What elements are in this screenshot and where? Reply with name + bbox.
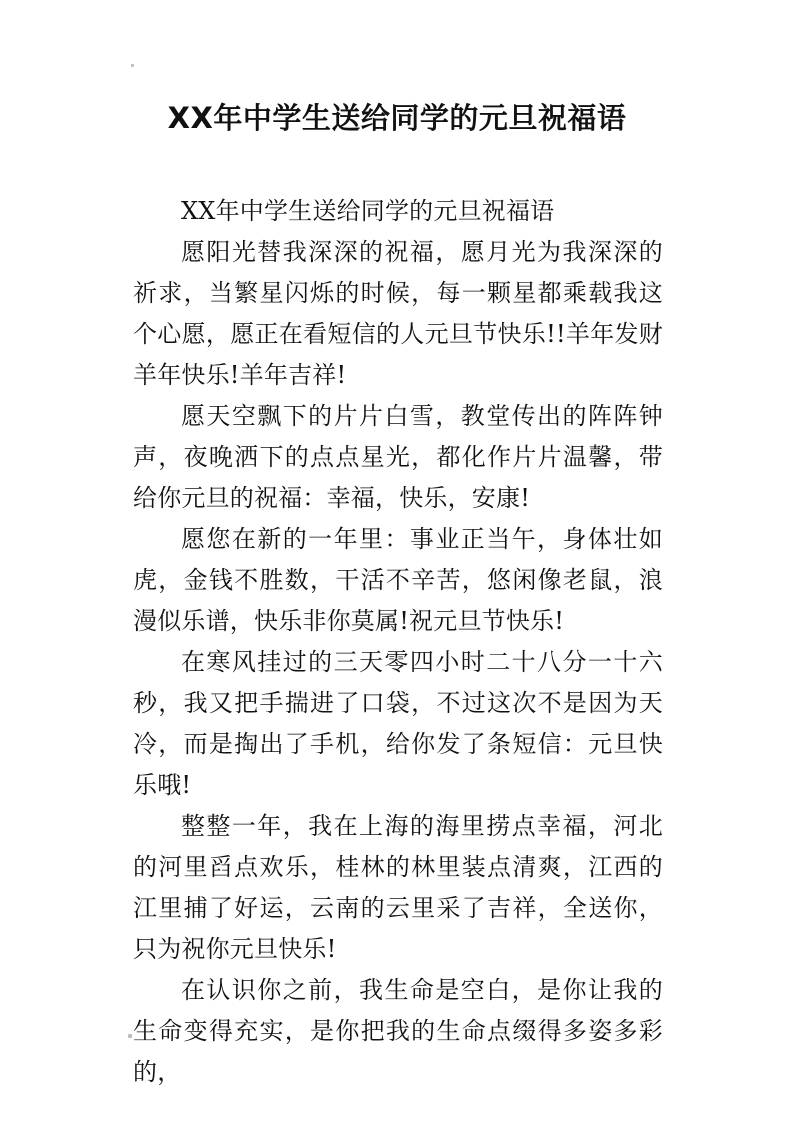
- body-paragraph: 愿阳光替我深深的祝福，愿月光为我深深的祈求，当繁星闪烁的时候，每一颗星都乘载我这个心愿，愿正在看短信的人元旦节快乐!!羊年发财羊年快乐!羊年吉祥!: [133, 238, 663, 389]
- scan-mark-bottom: [128, 1034, 132, 1038]
- document-body: [133, 191, 663, 1093]
- body-paragraph: 愿天空飘下的片片白雪，教堂传出的阵阵钟声，夜晚洒下的点点星光，都化作片片温馨，带给你元旦的祝福：幸福，快乐，安康!: [133, 402, 663, 512]
- body-paragraph: 愿您在新的一年里：事业正当午，身体壮如虎，金钱不胜数，干活不辛苦，悠闲像老鼠，浪漫似乐谱，快乐非你莫属!祝元旦节快乐!: [133, 525, 663, 635]
- body-paragraph: 整整一年，我在上海的海里捞点幸福，河北的河里舀点欢乐，桂林的林里装点清爽，江西的江里捕了好运，云南的云里采了吉祥，全送你，只为祝你元旦快乐!: [133, 812, 663, 963]
- scan-mark-top: [131, 64, 134, 67]
- body-paragraph: 在认识你之前，我生命是空白，是你让我的生命变得充实，是你把我的生命点缀得多姿多彩的，: [133, 976, 663, 1086]
- body-paragraph: 在寒风挂过的三天零四小时二十八分一十六秒，我又把手揣进了口袋，不过这次不是因为天冷，而是掏出了手机，给你发了条短信：元旦快乐哦!: [133, 648, 663, 799]
- document-title: XX年中学生送给同学的元旦祝福语: [167, 101, 627, 135]
- body-paragraph-heading: XX年中学生送给同学的元旦祝福语: [181, 197, 555, 225]
